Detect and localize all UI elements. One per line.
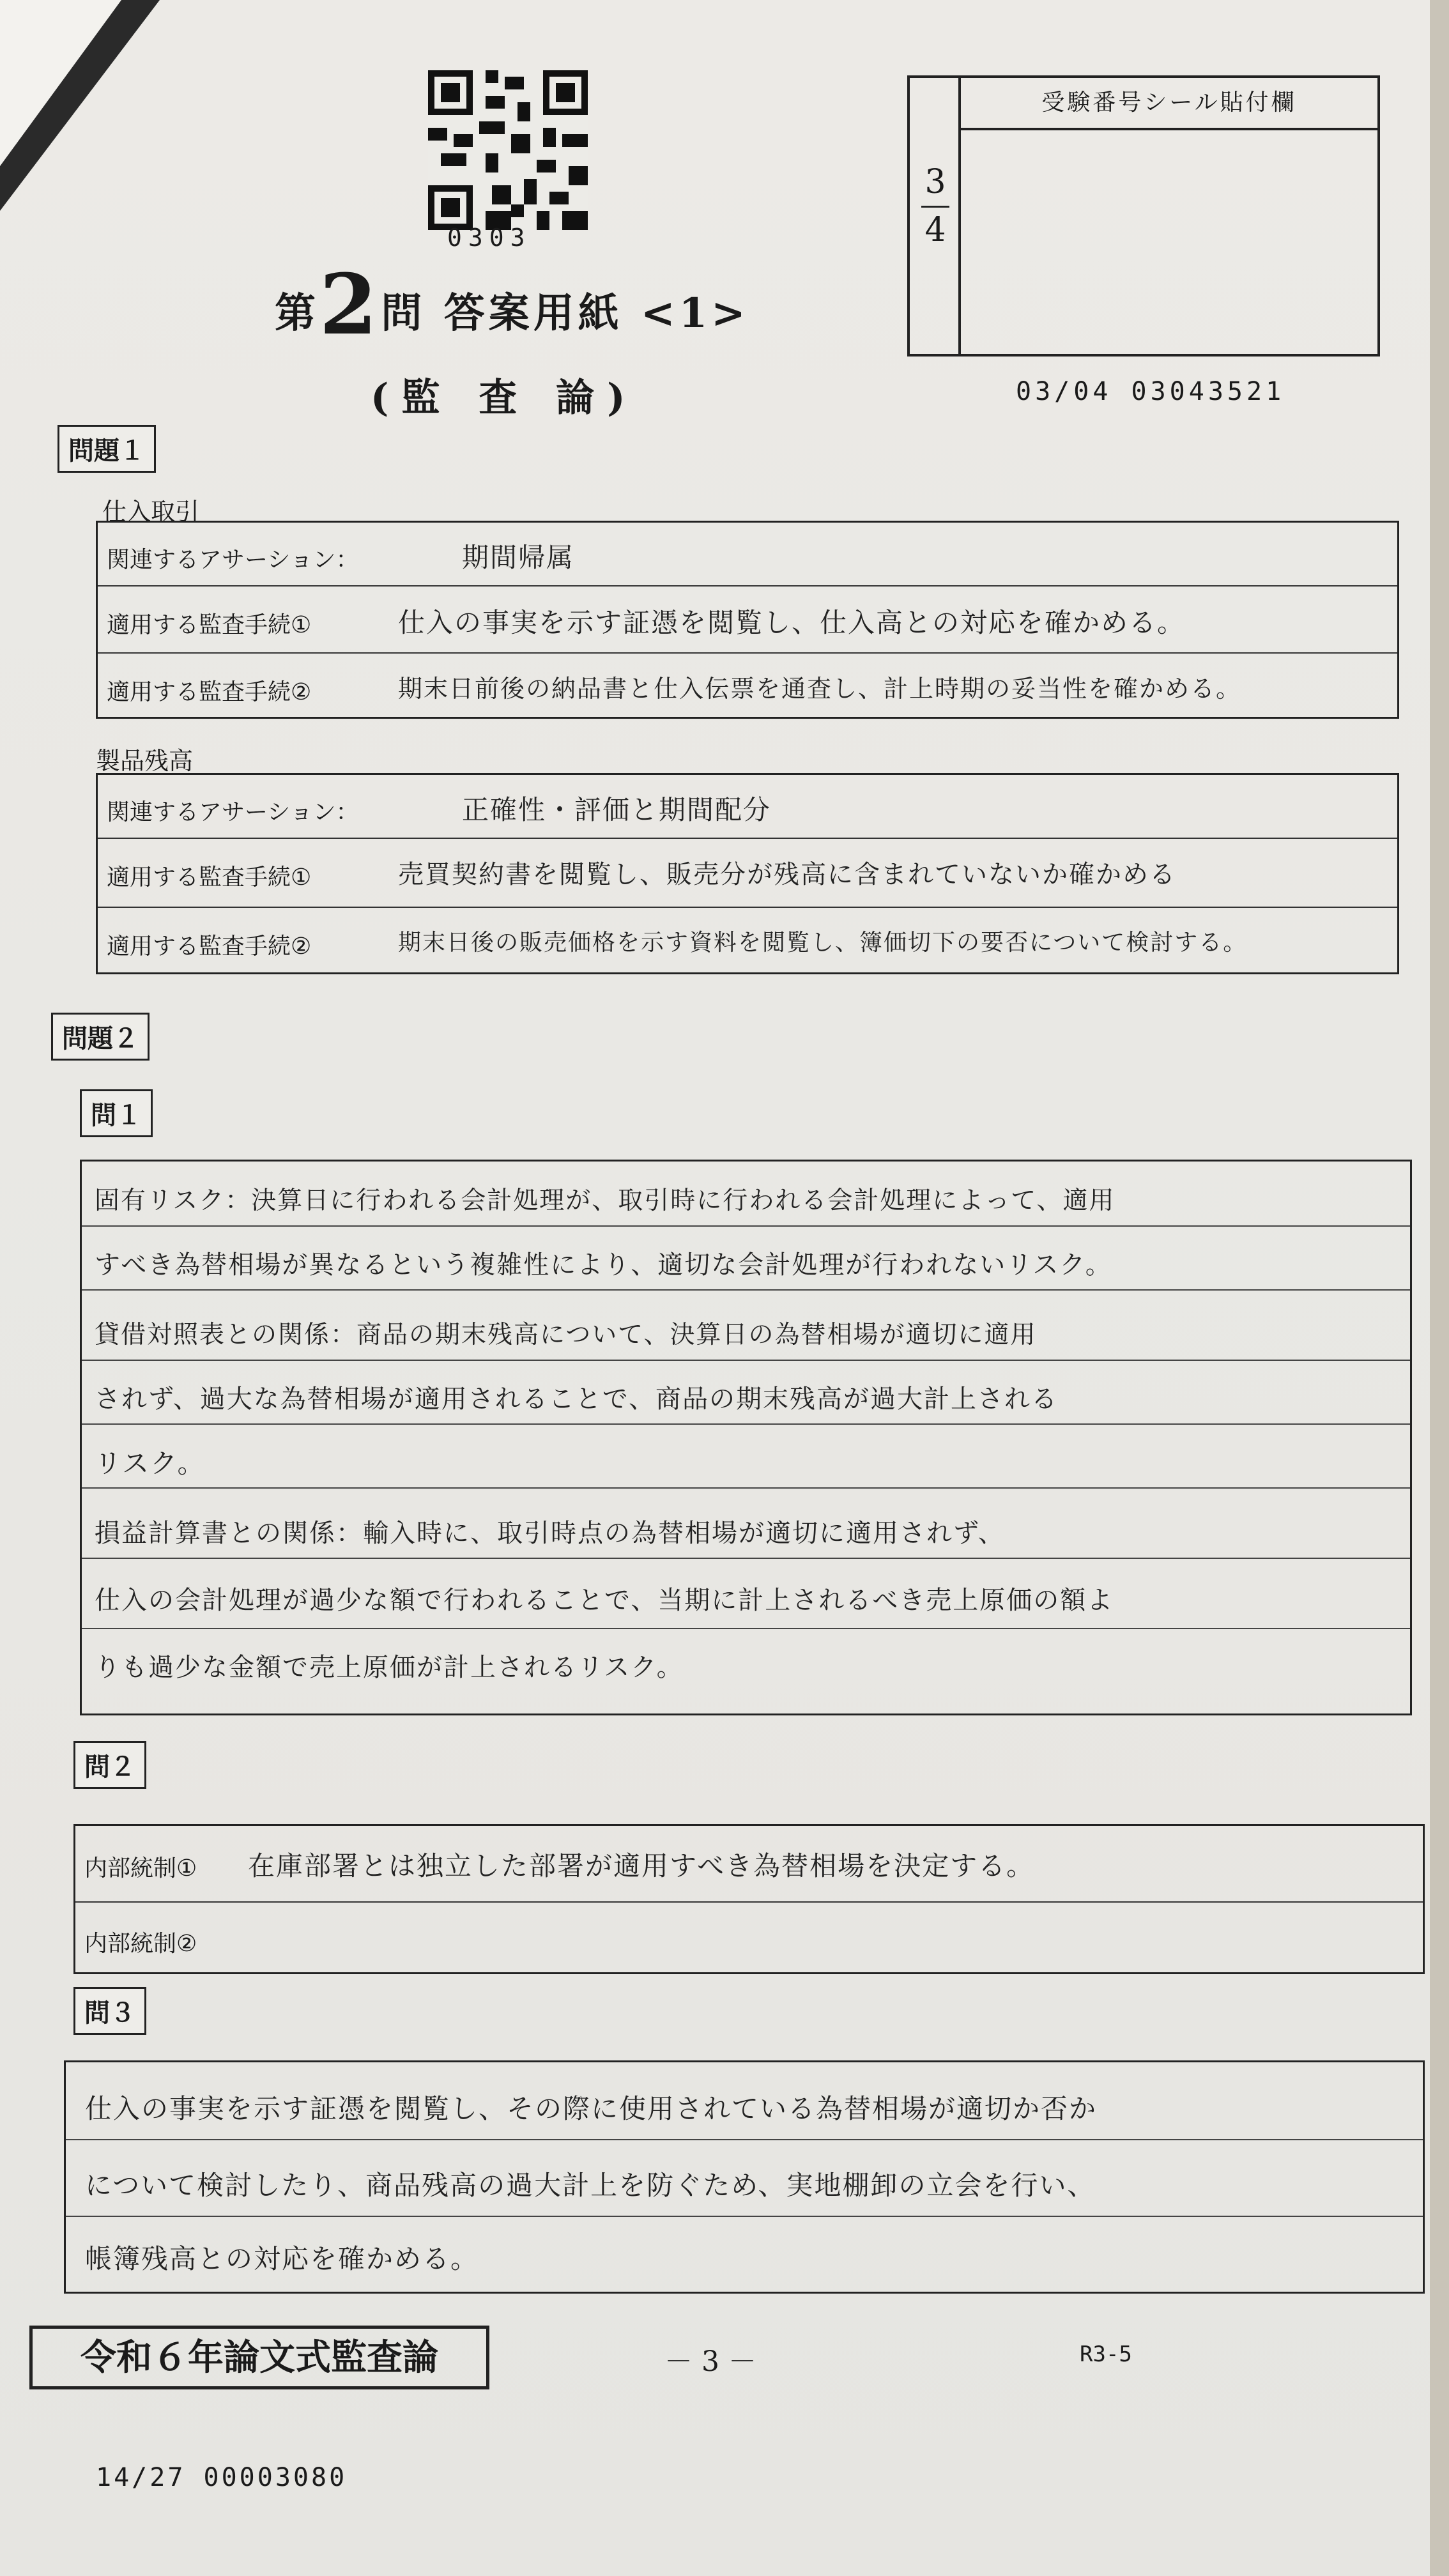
table-row [98,654,1397,721]
ruled-line [82,1487,1410,1489]
purchase-answer-table [96,521,1399,719]
answer-line[interactable]: リスク。 [95,1448,206,1479]
answer-line[interactable]: されず、過大な為替相場が適用されることで、商品の期末残高が過大計上される [95,1384,1058,1414]
row-answer[interactable]: 在庫部署とは独立した部署が適用すべき為替相場を決定する。 [248,1850,1035,1882]
page-fold [0,0,121,166]
row-label: 適用する監査手続① [107,612,312,638]
question2-tag: 問題２ [51,1013,150,1061]
seal-fraction [921,161,949,252]
row-label: 関連するアサーション： [107,799,359,825]
answer-line[interactable]: について検討したり、商品残高の過大計上を防ぐため、実地棚卸の立会を行い、 [85,2170,1096,2201]
question1-tag: 問題１ [57,425,156,473]
subquestion3-tag: 問３ [73,1987,146,2035]
title-prefix: 第 [275,289,319,337]
row-answer[interactable]: 売買契約書を閲覧し、販売分が残高に含まれていないか確かめる [398,860,1176,889]
table-row [98,775,1397,839]
table-row [75,1826,1423,1903]
subquestion2-answer-table [73,1824,1425,1974]
ruled-line [82,1628,1410,1629]
row-label: 適用する監査手続① [107,864,312,891]
title-suffix: 問 答案用紙 <1> [381,289,749,337]
row-answer[interactable]: 正確性・評価と期間配分 [462,794,772,825]
row-label: 適用する監査手続② [107,933,312,960]
seal-label: 受験番号シール貼付欄 [961,78,1377,130]
exam-number-seal-box [907,75,1380,356]
seal-fraction-top: 3 [924,163,946,201]
page-code: R3-5 [1080,2342,1132,2367]
ruled-line [82,1289,1410,1291]
exam-name-box: 令和６年論文式監査論 [29,2326,489,2389]
answer-line[interactable]: すべき為替相場が異なるという複雑性により、適切な会計処理が行われないリスク。 [95,1250,1112,1280]
table-row [98,586,1397,654]
page-title [275,256,749,353]
row-label: 内部統制② [84,1931,197,1957]
answer-line[interactable]: 仕入の事実を示す証憑を閲覧し、その際に使用されている為替相場が適切か否か [85,2093,1098,2124]
answer-line[interactable]: 損益計算書との関係：輸入時に、取引時点の為替相場が適切に適用されず、 [95,1519,1005,1548]
row-answer[interactable]: 期末日前後の納品書と仕入伝票を通査し、計上時期の妥当性を確かめる。 [398,675,1242,703]
product-answer-table [96,773,1399,974]
table-row [98,523,1397,586]
ruled-line [66,2139,1423,2140]
subquestion1-answer-box [80,1160,1412,1715]
ruled-line [82,1225,1410,1227]
answer-line[interactable]: 貸借対照表との関係：商品の期末残高について、決算日の為替相場が適切に適用 [95,1321,1037,1349]
qr-number: 0303 [447,224,532,252]
row-label: 内部統制① [84,1855,197,1882]
answer-line[interactable]: 仕入の会計処理が過少な額で行われることで、当期に計上されるべき売上原価の額よ [95,1586,1114,1615]
title-number: 2 [319,256,381,353]
ruled-line [82,1558,1410,1559]
table-row [75,1903,1423,1976]
row-answer[interactable]: 期末日後の販売価格を示す資料を閲覧し、簿価切下の要否について検討する。 [398,930,1248,956]
row-label: 関連するアサーション： [107,547,359,573]
table-row [98,839,1397,908]
answer-line[interactable]: 帳簿残高との対応を確かめる。 [85,2243,479,2274]
seal-fraction-bottom: 4 [924,210,946,249]
ruled-line [82,1360,1410,1361]
row-answer[interactable]: 期間帰属 [462,542,575,573]
subquestion1-tag: 問１ [80,1089,153,1137]
seal-side-column [910,78,961,354]
ruled-line [66,2216,1423,2217]
subquestion2-tag: 問２ [73,1741,146,1789]
row-answer[interactable]: 仕入の事実を示す証憑を閲覧し、仕入高との対応を確かめる。 [398,607,1186,638]
scan-number: 14/27 00003080 [96,2463,348,2492]
section-heading-product: 製品残高 [96,747,194,775]
paper-edge [1430,0,1449,2576]
row-label: 適用する監査手続② [107,679,312,705]
section-heading-purchase: 仕入取引 [102,498,200,526]
page-number: － 3 － [664,2345,756,2378]
exam-code: 03/04 03043521 [1016,377,1285,406]
qr-code-icon [428,70,588,230]
table-row [98,908,1397,976]
page-subtitle: (監 査 論) [371,376,638,420]
answer-line[interactable]: 固有リスク：決算日に行われる会計処理が、取引時に行われる会計処理によって、適用 [95,1186,1116,1215]
ruled-line [82,1423,1410,1425]
answer-line[interactable]: りも過少な金額で売上原価が計上されるリスク。 [95,1653,684,1682]
subquestion3-answer-box [64,2060,1425,2294]
